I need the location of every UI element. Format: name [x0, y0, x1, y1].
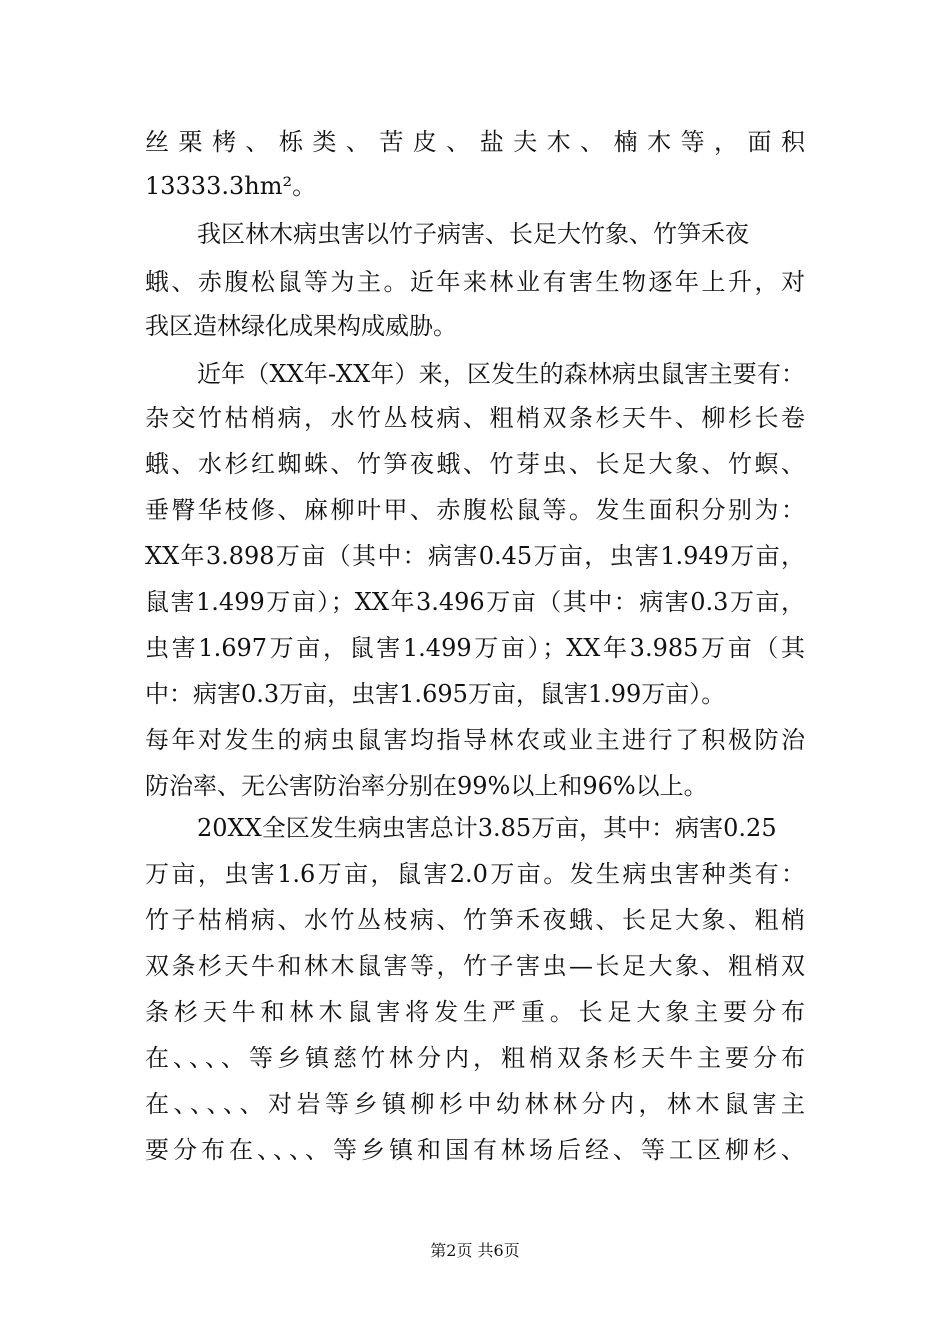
body-text-line: 在、、、、等乡镇慈竹林分内，粗梢双条杉天牛主要分布 — [145, 1044, 805, 1072]
body-text-line: 13333.3hm²。 — [145, 172, 317, 200]
body-text-line: 丝栗栲、栎类、苦皮、盐夫木、楠木等，面积 — [145, 128, 805, 156]
paragraph-first-line: 我区林木病虫害以竹子病害、长足大竹象、竹笋禾夜 — [197, 220, 749, 248]
body-text-line: 我区造林绿化成果构成威胁。 — [145, 312, 457, 340]
body-text-line: 防治率、无公害防治率分别在99%以上和96%以上。 — [145, 772, 708, 800]
page-number-footer: 第2页 共6页 — [430, 1241, 520, 1260]
paragraph-first-line: 20XX全区发生病虫害总计3.85万亩，其中：病害0.25 — [197, 814, 777, 842]
body-text-line: 要分布在、、、、等乡镇和国有林场后经、等工区柳杉、 — [145, 1136, 805, 1164]
body-text-line: 鼠害1.499万亩）；XX年3.496万亩（其中：病害0.3万亩， — [145, 588, 805, 616]
body-text-line: 每年对发生的病虫鼠害均指导林农或业主进行了积极防治 — [145, 726, 805, 754]
body-text-line: 条杉天牛和林木鼠害将发生严重。长足大象主要分布 — [145, 998, 805, 1026]
body-text-line: 蛾、赤腹松鼠等为主。近年来林业有害生物逐年上升，对 — [145, 268, 805, 296]
body-text-line: 竹子枯梢病、水竹丛枝病、竹笋禾夜蛾、长足大象、粗梢 — [145, 906, 805, 934]
body-text-line: 万亩，虫害1.6万亩，鼠害2.0万亩。发生病虫害种类有： — [145, 860, 805, 888]
body-text-line: 垂臀华枝修、麻柳叶甲、赤腹松鼠等。发生面积分别为： — [145, 496, 805, 524]
body-text-line: 双条杉天牛和林木鼠害等，竹子害虫—长足大象、粗梢双 — [145, 952, 805, 980]
body-text-line: 杂交竹枯梢病，水竹丛枝病、粗梢双条杉天牛、柳杉长卷 — [145, 404, 805, 432]
body-text-line: XX年3.898万亩（其中：病害0.45万亩，虫害1.949万亩， — [145, 542, 805, 570]
body-text-line: 蛾、水杉红蜘蛛、竹笋夜蛾、竹芽虫、长足大象、竹螟、 — [145, 450, 805, 478]
body-text-line: 虫害1.697万亩，鼠害1.499万亩）；XX年3.985万亩（其 — [145, 634, 805, 662]
paragraph-first-line: 近年（XX年-XX年）来，区发生的森林病虫鼠害主要有： — [197, 360, 805, 388]
body-text-line: 中：病害0.3万亩，虫害1.695万亩，鼠害1.99万亩）。 — [145, 680, 726, 708]
body-text-line: 在、、、、、对岩等乡镇柳杉中幼林林分内，林木鼠害主 — [145, 1090, 805, 1118]
